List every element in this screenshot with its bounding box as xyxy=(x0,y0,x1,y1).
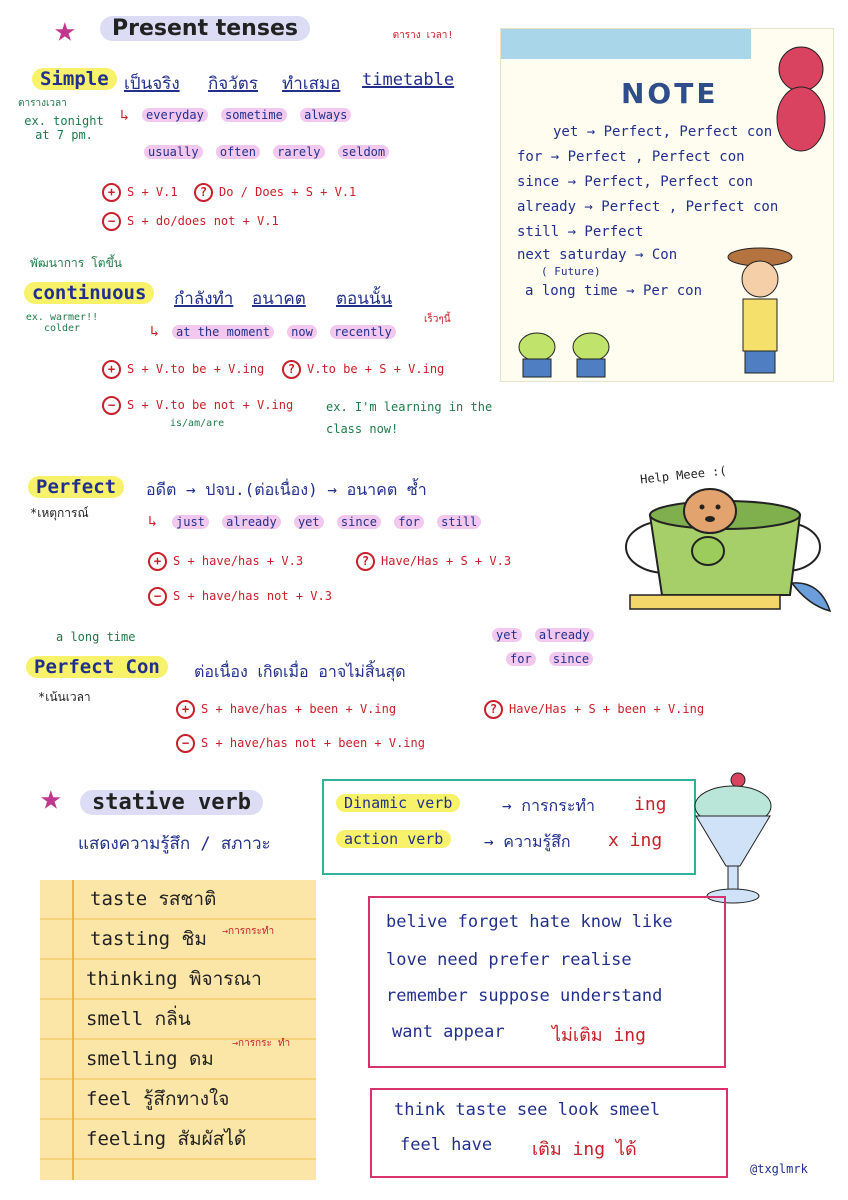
note-line-future: ( Future) xyxy=(541,265,601,278)
perfect-con-negative-text: S + have/has not + been + V.ing xyxy=(201,736,425,750)
perfect-question xyxy=(356,552,511,571)
adverb-just: just xyxy=(172,515,209,529)
continuous-positive xyxy=(102,360,264,379)
adverb-since: since xyxy=(549,652,593,666)
ing-ok-line-1: think taste see look smeel xyxy=(394,1100,661,1120)
adverb-everyday: everyday xyxy=(142,108,208,122)
be-note: is/am/are xyxy=(170,418,225,429)
simple-side-note-example: ex. tonight at 7 pm. xyxy=(24,114,104,142)
question-icon: ? xyxy=(282,360,301,379)
adverb-recently: recently xyxy=(330,325,396,339)
note-line-for: for → Perfect , Perfect con xyxy=(517,149,745,165)
note-title: NOTE xyxy=(621,77,719,110)
adverb-at-the-moment: at the moment xyxy=(172,325,274,339)
adverb-still: still xyxy=(437,515,481,529)
perfect-label: Perfect xyxy=(28,476,124,498)
continuous-side-example: ex. warmer!! colder xyxy=(25,312,99,334)
perfect-question-text: Have/Has + S + V.3 xyxy=(381,554,512,568)
arrow-icon: ↳ xyxy=(148,512,158,530)
continuous-meaning-1: กำลังทำ xyxy=(174,289,234,309)
perfect-con-question xyxy=(484,700,704,719)
note-line-next-saturday: next saturday → Con xyxy=(517,247,678,263)
paper-line-smelling: smelling ดม xyxy=(86,1048,214,1070)
adverb-for: for xyxy=(506,652,536,666)
simple-meaning-2: กิจวัตร xyxy=(208,74,258,94)
continuous-adverbs xyxy=(172,325,402,339)
adverb-already: already xyxy=(535,628,594,642)
perfect-con-adverbs-row2 xyxy=(506,652,599,666)
ice-cream-illustration xyxy=(688,770,778,910)
paper-line-taste: taste รสชาติ xyxy=(90,888,217,910)
continuous-negative-text: S + V.to be not + V.ing xyxy=(127,398,294,412)
paper-line-thinking: thinking พิจารณา xyxy=(86,968,262,990)
simple-side-note-thai: ตารางเวลา xyxy=(18,98,67,109)
plus-icon: + xyxy=(102,183,121,202)
simple-timetable: timetable xyxy=(362,70,455,90)
star-icon: ★ xyxy=(54,9,76,50)
minus-icon: − xyxy=(102,212,121,231)
cowboy-illustration xyxy=(725,243,795,378)
mug-dog-illustration xyxy=(610,485,836,615)
dynamic-verb-label: Dinamic verb xyxy=(336,794,460,812)
simple-meaning-1: เป็นจริง xyxy=(124,74,180,94)
continuous-negative xyxy=(102,396,293,415)
timetable-note: ตาราง เวลา! xyxy=(392,30,454,41)
simple-negative-text: S + do/does not + V.1 xyxy=(127,214,279,228)
action-verb-label: action verb xyxy=(336,830,451,848)
dynamic-verb-suffix: ing xyxy=(634,794,667,815)
adverb-often: often xyxy=(216,145,260,159)
no-ing-line-3: remember suppose understand xyxy=(386,986,663,1006)
adverb-sometime: sometime xyxy=(221,108,287,122)
perfect-con-meanings: ต่อเนื่อง เกิดเมื่อ อาจไม่สิ้นสุด xyxy=(194,662,406,681)
recently-note: เร็วๆนี้ xyxy=(424,314,451,325)
no-ing-line-1: belive forget hate know like xyxy=(386,912,673,932)
continuous-meaning-3: ตอนนั้น xyxy=(336,289,393,309)
perfect-note: *เหตุการณ์ xyxy=(30,506,89,520)
adverb-rarely: rarely xyxy=(273,145,324,159)
simple-question xyxy=(194,183,356,202)
smelling-note: →การกระ ทำ xyxy=(232,1038,291,1049)
tasting-note: →การกระทำ xyxy=(222,926,275,937)
question-icon: ? xyxy=(194,183,213,202)
bear-illustration xyxy=(771,39,831,159)
continuous-label: continuous xyxy=(24,282,154,304)
action-verb-meaning: → ความรู้สึก xyxy=(484,832,571,851)
adverb-yet: yet xyxy=(294,515,324,529)
perfect-timeline: อดีต → ปจบ.(ต่อเนื่อง) → อนาคต ซ้ำ xyxy=(146,480,427,499)
minus-icon: − xyxy=(102,396,121,415)
adverb-usually: usually xyxy=(144,145,203,159)
simple-meaning-3: ทำเสมอ xyxy=(282,74,341,94)
note-line-since: since → Perfect, Perfect con xyxy=(517,174,754,190)
note-line-long-time: a long time → Per con xyxy=(525,283,703,299)
perfect-negative-text: S + have/has not + V.3 xyxy=(173,589,332,603)
paper-line-feel: feel รู้สึกทางใจ xyxy=(86,1088,230,1110)
adverb-since: since xyxy=(337,515,381,529)
simple-adverbs-row1 xyxy=(142,108,357,122)
stative-paper xyxy=(40,880,316,1180)
plus-icon: + xyxy=(148,552,167,571)
ing-ok-label: เติม ing ได้ xyxy=(532,1139,637,1160)
adverb-for: for xyxy=(394,515,424,529)
no-ing-line-4: want appear xyxy=(392,1022,505,1042)
simple-positive xyxy=(102,183,178,202)
help-caption: Help Meee :( xyxy=(639,463,728,487)
adverb-already: already xyxy=(222,515,281,529)
ing-ok-line-2: feel have xyxy=(400,1135,493,1155)
minus-icon: − xyxy=(176,734,195,753)
question-icon: ? xyxy=(356,552,375,571)
plus-icon: + xyxy=(176,700,195,719)
continuous-meaning-2: อนาคต xyxy=(252,289,306,309)
continuous-top-note: พัฒนาการ โตขึ้น xyxy=(30,256,123,270)
arrow-icon: ↳ xyxy=(120,106,130,124)
perfect-con-adverbs-row1 xyxy=(492,628,600,642)
note-panel xyxy=(500,28,834,382)
continuous-example: ex. I'm learning in the class now! xyxy=(326,400,493,436)
star-icon: ★ xyxy=(40,777,62,818)
continuous-question-text: V.to be + S + V.ing xyxy=(307,362,445,376)
adverb-seldom: seldom xyxy=(338,145,389,159)
no-ing-line-2: love need prefer realise xyxy=(386,950,632,970)
minus-icon: − xyxy=(148,587,167,606)
paper-line-tasting: tasting ชิม xyxy=(90,928,207,950)
aliens-illustration xyxy=(509,329,619,379)
simple-adverbs-row2 xyxy=(144,145,395,159)
perfect-adverbs xyxy=(172,515,487,529)
adverb-now: now xyxy=(287,325,317,339)
no-ing-label: ไม่เติม ing xyxy=(552,1025,646,1046)
action-verb-suffix: x ing xyxy=(608,830,663,851)
arrow-icon: ↳ xyxy=(150,322,160,340)
simple-label: Simple xyxy=(32,68,117,90)
perfect-con-top-note: a long time xyxy=(56,630,136,644)
note-line-yet: yet → Perfect, Perfect con xyxy=(553,124,773,140)
perfect-positive xyxy=(148,552,303,571)
tape-decoration xyxy=(501,29,751,59)
simple-negative xyxy=(102,212,279,231)
simple-question-text: Do / Does + S + V.1 xyxy=(219,185,357,199)
note-line-already: already → Perfect , Perfect con xyxy=(517,199,779,215)
stative-subtitle: แสดงความรู้สึก / สภาวะ xyxy=(78,834,271,854)
dynamic-verb-meaning: → การกระทำ xyxy=(502,796,595,815)
perfect-con-positive xyxy=(176,700,396,719)
page-title: Present tenses xyxy=(100,16,310,41)
perfect-con-negative xyxy=(176,734,425,753)
adverb-always: always xyxy=(300,108,351,122)
perfect-con-label: Perfect Con xyxy=(26,656,168,678)
paper-line-smell: smell กลิ่น xyxy=(86,1008,191,1030)
continuous-positive-text: S + V.to be + V.ing xyxy=(127,362,265,376)
perfect-negative xyxy=(148,587,332,606)
stative-label: stative verb xyxy=(80,790,263,815)
perfect-positive-text: S + have/has + V.3 xyxy=(173,554,304,568)
plus-icon: + xyxy=(102,360,121,379)
perfect-con-positive-text: S + have/has + been + V.ing xyxy=(201,702,397,716)
adverb-yet: yet xyxy=(492,628,522,642)
perfect-con-note: *เน้นเวลา xyxy=(38,690,91,704)
watermark: @txglmrk xyxy=(750,1162,808,1176)
perfect-con-question-text: Have/Has + S + been + V.ing xyxy=(509,702,705,716)
simple-positive-text: S + V.1 xyxy=(127,185,178,199)
paper-line-feeling: feeling สัมผัสได้ xyxy=(86,1128,247,1150)
note-line-still: still → Perfect xyxy=(517,224,644,240)
question-icon: ? xyxy=(484,700,503,719)
continuous-question xyxy=(282,360,444,379)
